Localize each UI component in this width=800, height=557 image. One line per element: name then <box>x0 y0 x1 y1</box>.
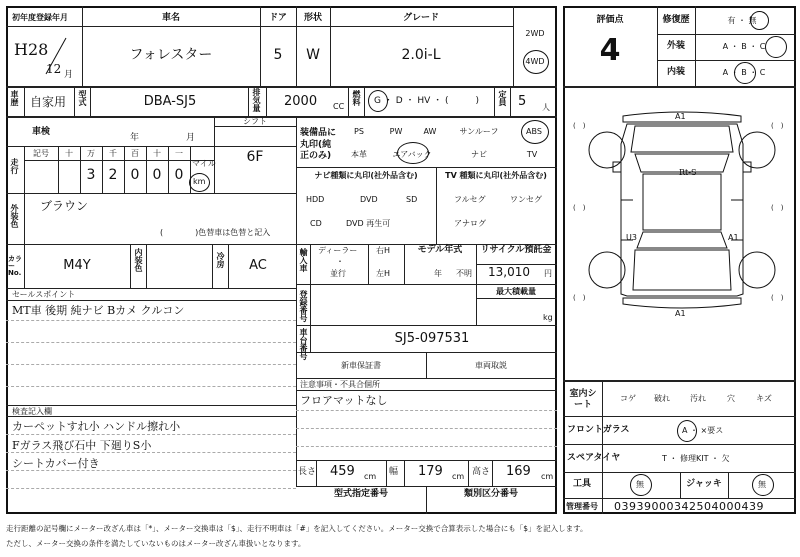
svg-text:( ): ( ) <box>771 122 784 130</box>
grade-value: 2.0i-L <box>401 47 441 63</box>
equip-pw: PW <box>389 127 403 136</box>
shape-label: 形状 <box>303 13 323 23</box>
equip-abs: ABS <box>526 127 542 136</box>
seat-burn: コゲ <box>620 394 636 403</box>
seat-hole: 穴 <box>727 394 735 403</box>
shift-label: シフト <box>243 117 267 126</box>
inspector-line-1: カーペットすれ小 ハンドル擦れ小 <box>12 420 181 433</box>
navi-header: ナビ種類に丸印(社外品含む) <box>314 171 418 180</box>
seat-scratch: キズ <box>756 394 772 403</box>
displacement-unit: CC <box>333 102 345 111</box>
windshield-a-circle <box>677 420 697 442</box>
first-reg-year: H28 <box>14 40 49 59</box>
recycle-label: リサイクル預託金 <box>480 245 552 255</box>
inspector-line-2: Fガラス飛び石中 下廻りS小 <box>12 439 152 452</box>
sales-label: セールスポイント <box>12 290 76 299</box>
sales-line-1: MT車 後期 純ナビ Bカメ クルコン <box>12 304 185 317</box>
color-change-note: ( )色替車は色替と記入 <box>160 228 271 237</box>
mgmt-value: 03939000342504000439 <box>614 500 764 513</box>
drive-4wd-circle <box>523 50 549 74</box>
exterior-label: 外装 <box>666 41 686 51</box>
usage-value: 自家用 <box>30 95 67 109</box>
capacity-value: 5 <box>518 94 527 109</box>
notes-line-1: フロアマットなし <box>300 394 388 407</box>
equipment-label: 装備品に丸印(純正のみ) <box>300 128 337 162</box>
mgmt-label: 管理番号 <box>566 502 598 511</box>
capacity-unit: 人 <box>542 103 550 112</box>
spare-label: スペアタイヤ <box>567 453 621 463</box>
fuel-g-circle <box>368 90 388 112</box>
fuel-options: G ・ D ・ HV ・ ( ) <box>374 96 480 106</box>
aircon-label: 冷房 <box>216 252 225 268</box>
digit-label-1: 十 <box>65 149 73 158</box>
svg-text:( ): ( ) <box>771 294 784 302</box>
exterior-options: A ・ B ・ C <box>722 42 766 51</box>
exterior-c-circle <box>765 36 787 58</box>
color-value: ブラウン <box>40 199 89 213</box>
km-circle <box>189 173 210 192</box>
tv-oneseg: ワンセグ <box>510 195 542 204</box>
width-value: 179 <box>418 464 443 479</box>
digit-label-2: 万 <box>87 149 95 158</box>
length-cm: cm <box>364 472 377 481</box>
car-name-label: 車名 <box>161 13 181 23</box>
equip-tv: TV <box>526 150 538 159</box>
height-label: 高さ <box>472 467 491 477</box>
category-label: 類別区分番号 <box>463 489 519 499</box>
model-year-label: モデル年式 <box>417 245 463 255</box>
airbag-circle <box>397 142 429 164</box>
svg-text:( ): ( ) <box>573 204 586 212</box>
first-reg-label: 初年度登録年月 <box>12 13 68 22</box>
import-left-h: 左H <box>376 269 391 278</box>
seat-tear: 破れ <box>654 394 670 403</box>
fuel-label: 燃料 <box>352 90 361 106</box>
digit-label-4: 百 <box>131 149 139 158</box>
svg-text:( ): ( ) <box>771 204 784 212</box>
type-designation-label: 型式指定番号 <box>333 489 389 499</box>
shaken-month-unit: 月 <box>186 133 196 143</box>
digit-5: 0 <box>152 167 162 183</box>
drive-4wd: 4WD <box>525 57 545 66</box>
equip-airbag: エアバック <box>392 150 432 159</box>
import-right-h: 右H <box>376 246 391 255</box>
abs-circle <box>521 120 549 144</box>
aircon-value: AC <box>249 258 267 273</box>
digit-label-5: 十 <box>153 149 161 158</box>
chassis-label: 車台番号 <box>299 328 308 360</box>
navi-cd: CD <box>310 219 322 228</box>
tv-fullseg: フルセグ <box>454 195 486 204</box>
digit-3: 2 <box>108 167 118 183</box>
mileage-label: 走行 <box>10 158 19 174</box>
km-label: km <box>193 177 206 186</box>
shaken-label: 車検 <box>32 127 51 137</box>
import-dot: ・ <box>336 257 344 266</box>
month-unit: 月 <box>64 70 74 80</box>
tools-value: 無 <box>636 480 644 489</box>
notes-label: 注意事項・不具合個所 <box>300 380 380 389</box>
length-value: 459 <box>330 464 355 479</box>
mile-label: マイル <box>192 159 216 168</box>
car-diagram <box>563 90 796 378</box>
interior-options: A ・ B ・ C <box>722 68 766 77</box>
jack-value: 無 <box>758 480 766 489</box>
footer-note-1: 走行距離の記号欄にメーター改ざん車は「*」、メーター交換車は「$」、走行不明車は「#」を記入してください。メーター交換で合算表示した場合にも「$」を記入します。 <box>6 524 588 533</box>
windshield-label: フロントガラス <box>567 425 630 435</box>
equip-ps: PS <box>354 127 364 136</box>
interior-label: 内装 <box>666 67 686 77</box>
seat-label: 室内シート <box>569 389 597 410</box>
equip-leather: 本革 <box>351 150 367 159</box>
front-damage-mark: A1 <box>675 112 686 121</box>
left-damage-mark: U3 <box>626 233 637 242</box>
first-reg-month: 12 <box>46 62 62 76</box>
jack-none-circle <box>752 474 774 496</box>
digit-6: 0 <box>174 167 184 183</box>
jack-label: ジャッキ <box>686 479 722 489</box>
shaken-year-unit: 年 <box>130 133 140 143</box>
shape-value: W <box>306 47 320 63</box>
inspector-label: 検査記入欄 <box>12 407 52 416</box>
equip-aw: AW <box>423 127 437 136</box>
color-label: 外装色 <box>10 204 19 228</box>
door-label: ドア <box>269 13 287 23</box>
door-value: 5 <box>273 47 283 63</box>
drive-2wd: 2WD <box>525 29 545 38</box>
footer-note-2: ただし、メーター交換の条件を満たしていないものはメーター改ざん車扱いとなります。 <box>6 539 306 548</box>
reg-no-label: 登録番号 <box>299 290 308 322</box>
tools-none-circle <box>630 474 652 496</box>
digit-2: 3 <box>86 167 96 183</box>
height-cm: cm <box>541 472 554 481</box>
repair-label: 修復歴 <box>662 15 690 25</box>
manual-label: 車両取説 <box>475 361 507 370</box>
recycle-value: 13,010 <box>488 265 530 279</box>
repair-options: 有 ・ 無 <box>727 16 757 25</box>
equip-navi: ナビ <box>471 150 487 159</box>
equip-sunroof: サンルーフ <box>459 127 499 136</box>
shift-value: 6F <box>246 149 264 165</box>
windshield-options: A ・ ×要ス <box>682 426 724 435</box>
score-value: 4 <box>599 33 621 68</box>
seat-stain: 汚れ <box>690 394 706 403</box>
color-no-value: M4Y <box>63 258 91 273</box>
right-damage-mark: A1 <box>728 233 739 242</box>
navi-dvd-play: DVD 再生可 <box>346 219 391 228</box>
navi-dvd: DVD <box>360 195 378 204</box>
digit-label-3: 千 <box>109 149 117 158</box>
model-year-unit: 年 <box>434 269 442 278</box>
spare-options: T ・ 修理KIT ・ 欠 <box>662 454 730 463</box>
usage-label: 車歴 <box>10 90 19 106</box>
import-dealer: ディーラー <box>318 246 358 255</box>
paren-mark: ( ) <box>573 122 586 130</box>
import-label: 輸入車 <box>299 248 308 272</box>
interior-color-label: 内装色 <box>134 248 143 272</box>
warranty-label: 新車保証書 <box>341 361 381 370</box>
model-label: 型式 <box>78 90 87 106</box>
mileage-sign-label: 記号 <box>33 149 49 158</box>
displacement-value: 2000 <box>284 94 318 109</box>
chassis-value: SJ5-097531 <box>394 331 470 346</box>
width-label: 幅 <box>389 467 399 477</box>
car-name: フォレスター <box>129 47 213 63</box>
width-cm: cm <box>452 472 465 481</box>
height-value: 169 <box>506 464 531 479</box>
score-label: 評価点 <box>596 15 624 25</box>
navi-hdd: HDD <box>306 195 325 204</box>
color-no-label: カラーNo. <box>8 255 22 277</box>
interior-b-circle <box>734 62 756 84</box>
tv-analog: アナログ <box>454 219 486 228</box>
rear-damage-mark: A1 <box>675 309 686 318</box>
recycle-yen: 円 <box>544 269 552 278</box>
model-value: DBA-SJ5 <box>143 94 197 109</box>
tools-label: 工具 <box>572 479 592 489</box>
roof-note: Rt-S <box>679 168 697 177</box>
model-year-unknown: 不明 <box>456 269 472 278</box>
digit-4: 0 <box>130 167 140 183</box>
inspector-line-3: シートカバー付き <box>12 457 100 470</box>
grade-label: グレード <box>402 13 440 23</box>
max-load-label: 最大積載量 <box>496 287 536 296</box>
navi-sd: SD <box>406 195 418 204</box>
import-parallel: 並行 <box>330 269 346 278</box>
tv-header: TV 種類に丸印(社外品含む) <box>445 171 547 180</box>
length-label: 長さ <box>298 467 317 477</box>
displacement-label: 排気量 <box>252 88 261 112</box>
max-load-kg: kg <box>543 313 553 322</box>
repair-none-circle <box>750 11 769 30</box>
capacity-label: 定員 <box>498 90 507 106</box>
svg-text:( ): ( ) <box>573 294 586 302</box>
digit-label-6: 一 <box>175 149 183 158</box>
